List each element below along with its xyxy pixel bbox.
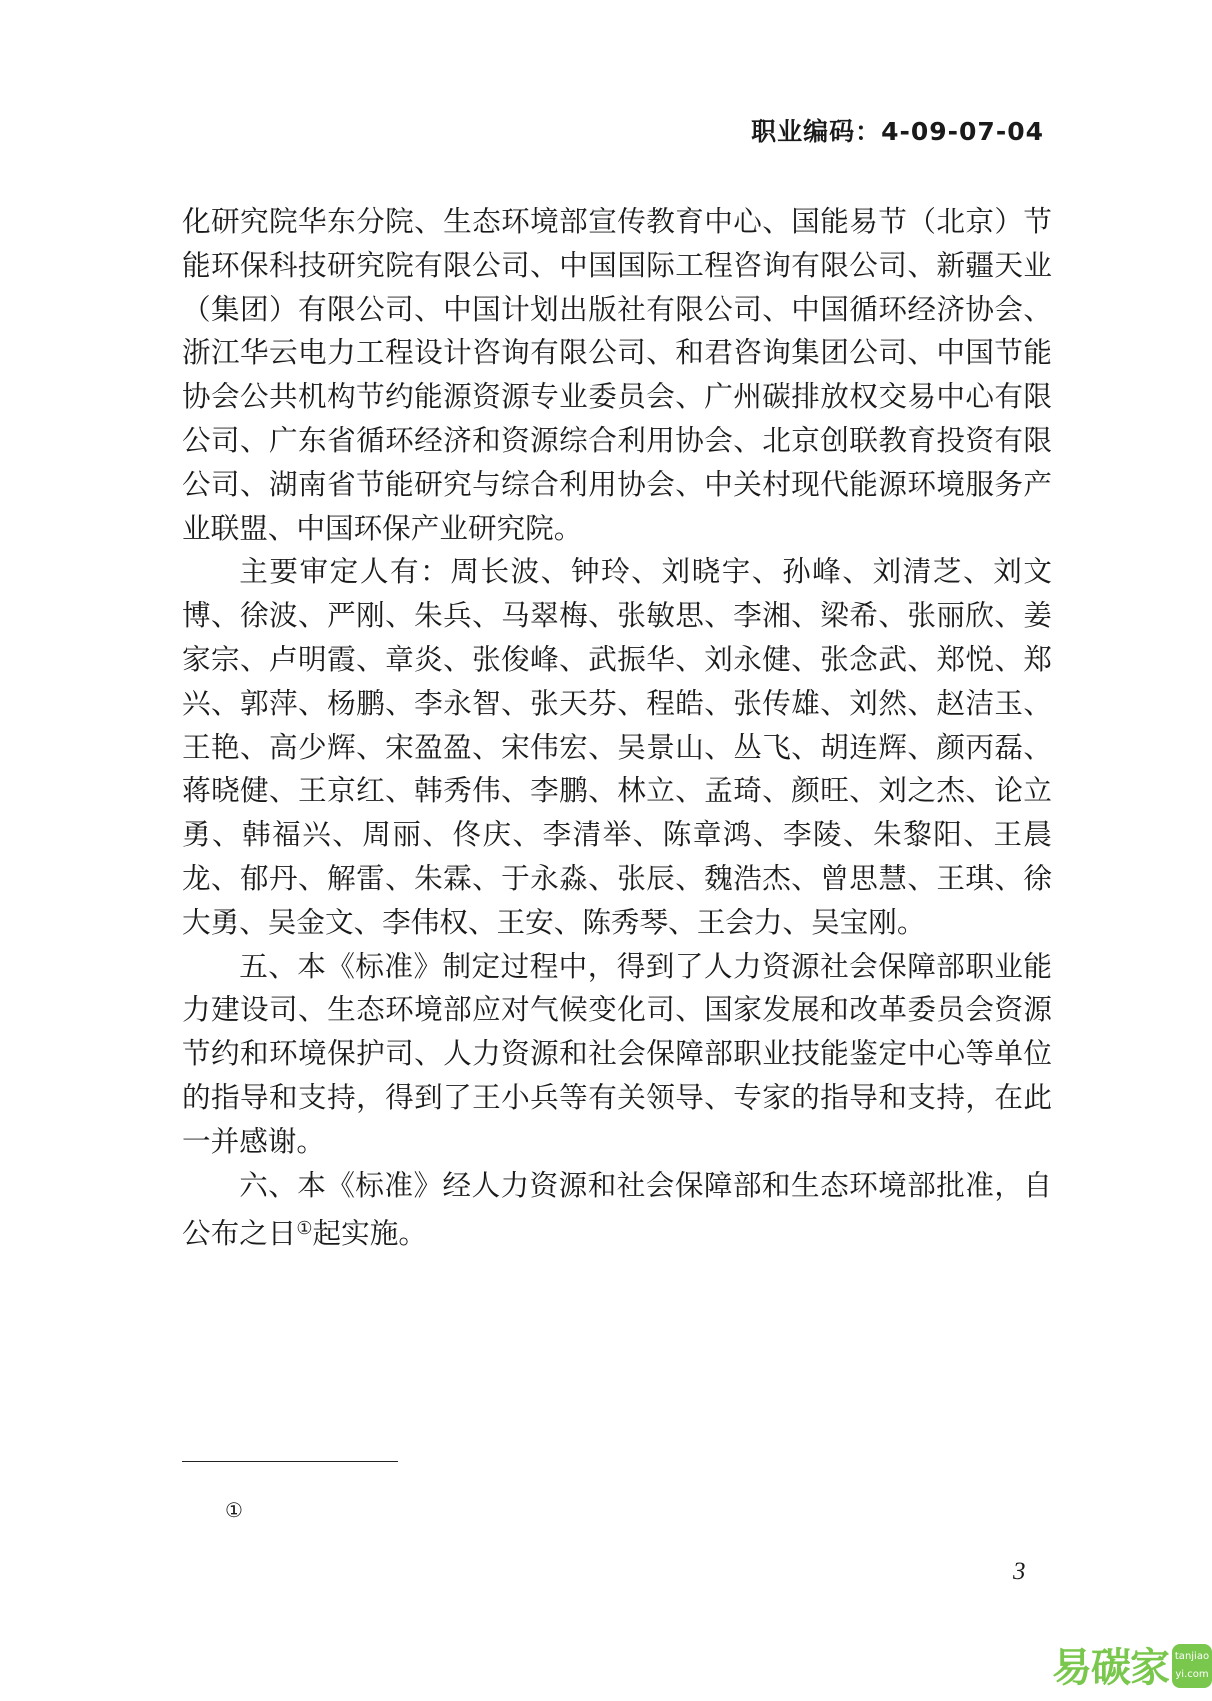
paragraph-reviewers: 主要审定人有：周长波、钟玲、刘晓宇、孙峰、刘清芝、刘文博、徐波、严刚、朱兵、马翠梅、张敏思、李湘、梁希、张丽欣、姜家宗、卢明霞、章炎、张俊峰、武振华、刘永健、张念武、郑悦、郑兴、郭萍、杨鹏、李永智、张天芬、程皓、张传雄、刘然、赵洁玉、王艳、高少辉、宋盈盈、宋伟宏、吴景山、丛飞、胡连辉、颜丙磊、蒋晓健、王京红、韩秀伟、李鹏、林立、孟琦、颜旺、刘之杰、论立勇、韩福兴、周丽、佟庆、李清举、陈章鸿、李陵、朱黎阳、王晨龙、郁丹、解雷、朱霖、于永淼、张辰、魏浩杰、曾思慧、王琪、徐大勇、吴金文、李伟权、王安、陈秀琴、王会力、吴宝刚。 bbox=[182, 554, 1052, 939]
paragraph-organizations: 化研究院华东分院、生态环境部宣传教育中心、国能易节（北京）节能环保科技研究院有限公司、中国国际工程咨询有限公司、新疆天业（集团）有限公司、中国计划出版社有限公司、中国循环经济协会、浙江华云电力工程设计咨询有限公司、和君咨询集团公司、中国节能协会公共机构节约能源资源专业委员会、广州碳排放权交易中心有限公司、广东省循环经济和资源综合利用协会、北京创联教育投资有限公司、湖南省节能研究与综合利用协会、中关村现代能源环境服务产业联盟、中国环保产业研究院。 bbox=[182, 204, 1052, 545]
paragraph-approval bbox=[182, 1164, 1052, 1257]
watermark-logo bbox=[1052, 1632, 1210, 1698]
watermark-badge bbox=[1172, 1644, 1212, 1688]
approval-text-start: 六、本《标准》经人力资源和社会保障部和生态环境部批准，自公布之日 bbox=[182, 1167, 1052, 1251]
watermark-domain: tanjiaoyi.com bbox=[1174, 1651, 1210, 1680]
approval-text-end: 起实施。 bbox=[312, 1216, 427, 1251]
occupation-code: 职业编码：4-09-07-04 bbox=[751, 117, 1044, 146]
page-number: 3 bbox=[1013, 1558, 1026, 1585]
body-text bbox=[182, 200, 1052, 1256]
footnote-mark: ① bbox=[225, 1498, 243, 1522]
footnote-reference: ① bbox=[296, 1218, 313, 1240]
paragraph-acknowledgement: 五、本《标准》制定过程中，得到了人力资源社会保障部职业能力建设司、生态环境部应对气候变化司、国家发展和改革委员会资源节约和环境保护司、人力资源和社会保障部职业技能鉴定中心等单位的指导和支持，得到了王小兵等有关领导、专家的指导和支持，在此一并感谢。 bbox=[182, 948, 1052, 1158]
watermark-brand: 易碳家 bbox=[1052, 1645, 1169, 1691]
footnote-divider bbox=[182, 1461, 398, 1462]
